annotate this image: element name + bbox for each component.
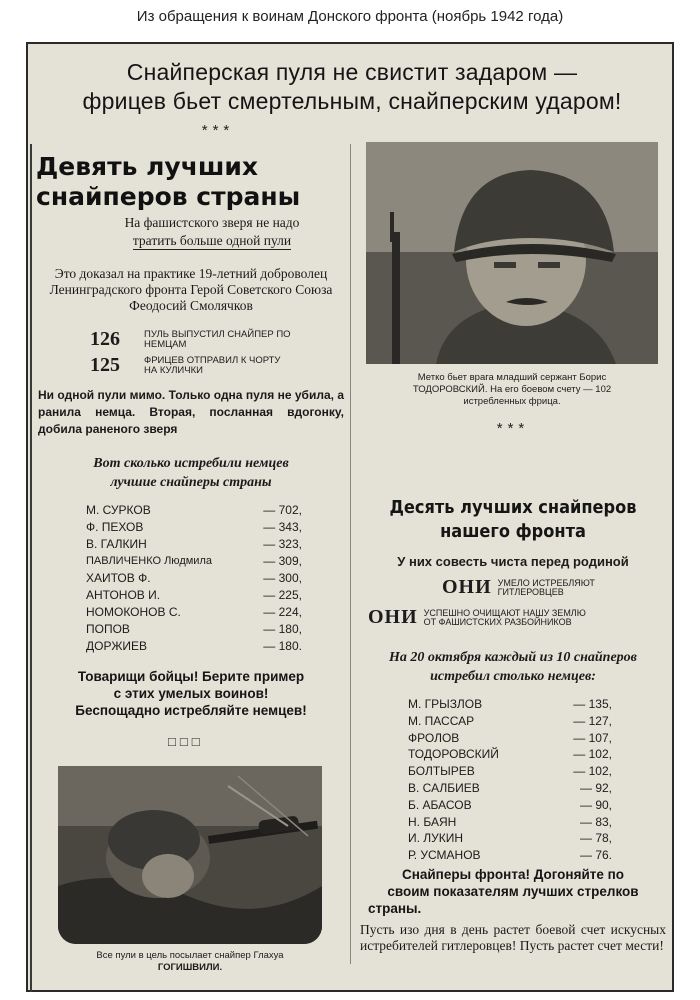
sniper-count: — 127, [573,713,612,728]
right-title-line-1: Десять лучших снайперов [389,497,637,518]
appeal-line-1: Товарищи бойцы! Берите пример [77,669,305,684]
stat-text: ПУЛЬ ВЫПУСТИЛ СНАЙПЕР ПО НЕМЦАМ [144,328,291,350]
conscience-line: У них совесть чиста перед родиной [397,554,629,569]
photo-caption-line-1: Метко бьет врага младший сержант Борис [417,372,607,383]
list-item [408,797,612,814]
intro-paragraph: Это доказал на практике 19-летний доброволец Ленинградского фронта Герой Советского Союза Феодосий Смолячков [49,266,333,313]
sniper-count: — 224, [263,605,302,619]
sniper-count: — 90, [579,797,612,812]
sniper-name: В. ГАЛКИН [86,537,147,551]
photo-caption-line-3: истребленных фрица. [463,396,561,407]
boxes-divider: □□□ [168,734,204,749]
list-item [408,763,612,780]
closing-paragraph: Пусть изо дня в день растет боевой счет искусных истребителей гитлеровцев! Пусть растет счет мести! [360,922,666,953]
oni-text-line-2: ГИТЛЕРОВЦЕВ [497,586,564,597]
photo-caption-line-2: ГОГИШВИЛИ. [157,962,223,973]
sniper-name: М. СУРКОВ [86,503,151,517]
oni-word: ОНИ [368,606,418,628]
closing-line-3: страны. [368,901,422,916]
list-item [86,587,302,604]
left-title [36,152,336,212]
headline [28,58,676,116]
sniper-count: — 343, [263,520,302,534]
stars-divider-right: *** [496,420,530,437]
oni-block [368,606,586,629]
sniper-count: — 180. [263,639,302,653]
image-caption: Из обращения к воинам Донского фронта (ноябрь 1942 года) [136,8,564,25]
list-item [86,519,302,536]
left-subhead [82,214,342,250]
right-title-line-2: нашего фронта [440,521,586,542]
photo-caption-gogishvili [48,950,332,974]
sniper-name: ФРОЛОВ [408,730,460,745]
sniper-count: — 83, [579,814,612,829]
oni-text [498,579,595,597]
left-list-heading [36,454,346,492]
photo-caption-line-2: ТОДОРОВСКИЙ. На его боевом счету — 102 [412,384,612,395]
list-item [86,502,302,519]
left-list-heading-line-1: Вот сколько истребили немцев [93,456,289,471]
sniper-count: — 702, [263,503,302,517]
story-paragraph: Ни одной пули мимо. Только одна пуля не убила, а ранила немца. Вторая, посланная вдогонку, добила раненого зверя [38,388,344,436]
list-item [86,621,302,638]
sniper-count: — 92, [579,780,612,795]
sniper-count: — 323, [263,537,302,551]
left-title-line-2: снайперов страны [36,182,301,211]
appeal-to-soldiers [36,668,346,719]
oni-word: ОНИ [442,576,492,598]
sniper-aiming-photo [58,766,322,944]
sniper-count: — 76. [579,848,612,863]
appeal-line-3: Беспощадно истребляйте немцев! [75,703,307,718]
soldier-portrait-photo [366,142,658,364]
column-divider [350,144,351,964]
sniper-name: ТОДОРОВСКИЙ [408,747,499,762]
sniper-name: М. ГРЫЗЛОВ [408,697,483,711]
sniper-name: БОЛТЫРЕВ [408,764,475,779]
sniper-name: ХАИТОВ Ф. [86,571,151,585]
photo-caption-line-1: Все пули в цель посылает снайпер Глахуа [96,950,284,961]
list-item [408,830,612,847]
sniper-name: Ф. ПЕХОВ [86,520,144,534]
list-item [408,847,612,864]
list-item [86,638,302,655]
sniper-count: — 225, [263,588,302,602]
sniper-name: НОМОКОНОВ С. [86,605,181,619]
sniper-name: ПОПОВ [86,622,130,636]
list-item [86,570,302,587]
right-list-heading [356,648,670,686]
oni-text-line-2: ОТ ФАШИСТСКИХ РАЗБОЙНИКОВ [423,616,572,627]
sniper-name: АНТОНОВ И. [86,588,161,602]
photo-todorovsky [366,142,658,364]
sniper-name: Р. УСМАНОВ [408,848,481,863]
sniper-name: Н. БАЯН [408,814,457,829]
sniper-count: — 309, [263,554,302,568]
front-sniper-list [408,696,612,864]
headline-line-2: фрицев бьет смертельным, снайперским ударом! [82,88,622,114]
left-rule [30,144,32,992]
sniper-count: — 300, [263,571,302,585]
list-item [408,713,612,730]
sniper-name: В. САЛБИЕВ [408,780,480,795]
stat-text: ФРИЦЕВ ОТПРАВИЛ К ЧОРТУ НА КУЛИЧКИ [144,354,281,376]
closing-appeal [358,866,668,917]
list-item [408,780,612,797]
right-title [358,496,668,544]
stars-divider-top: *** [201,122,235,139]
left-subhead-line-2: тратить больше одной пули [132,233,292,248]
sniper-count: — 135, [573,697,612,711]
newspaper-page [26,42,674,992]
left-title-line-1: Девять лучших [36,152,259,181]
list-item [408,696,612,713]
sniper-name: И. ЛУКИН [408,831,464,846]
stat-number: 126 [90,328,120,350]
sniper-name: ДОРЖИЕВ [86,639,148,653]
list-item [86,553,302,570]
appeal-line-2: с этих умелых воинов! [113,686,269,701]
list-item [86,536,302,553]
left-list-heading-line-2: лучшие снайперы страны [110,475,272,490]
list-item [408,814,612,831]
list-item [408,730,612,747]
oni-block [442,576,595,599]
sniper-count: — 78, [579,831,612,846]
closing-line-2: своим показателям лучших стрелков [387,884,639,899]
right-list-heading-line-1: На 20 октября каждый из 10 снайперов [389,650,637,665]
stat-row [90,328,294,351]
sniper-name: М. ПАССАР [408,713,475,728]
sniper-name: ПАВЛИЧЕНКО Людмила [86,555,212,567]
stat-number: 125 [90,354,120,376]
photo-caption-todorovsky [366,372,658,408]
sniper-count: — 107, [573,730,612,745]
list-item [86,604,302,621]
photo-gogishvili [58,766,322,944]
headline-line-1: Снайперская пуля не свистит задаром — [126,59,578,85]
sniper-count: — 180, [263,622,302,636]
country-sniper-list [86,502,302,655]
list-item [408,746,612,763]
closing-line-1: Снайперы фронта! Догоняйте по [401,867,625,882]
oni-text [424,609,586,627]
right-list-heading-line-2: истребил столько немцев: [430,669,596,684]
oni-text-line-1: УМЕЛО ИСТРЕБЛЯЮТ [497,577,595,588]
stat-row [90,354,294,377]
sniper-count: — 102, [573,764,612,779]
left-subhead-line-1: На фашистского зверя не надо [124,215,300,230]
oni-text-line-1: УСПЕШНО ОЧИЩАЮТ НАШУ ЗЕМЛЮ [423,607,586,618]
sniper-count: — 102, [573,747,612,762]
sniper-name: Б. АБАСОВ [408,797,472,812]
